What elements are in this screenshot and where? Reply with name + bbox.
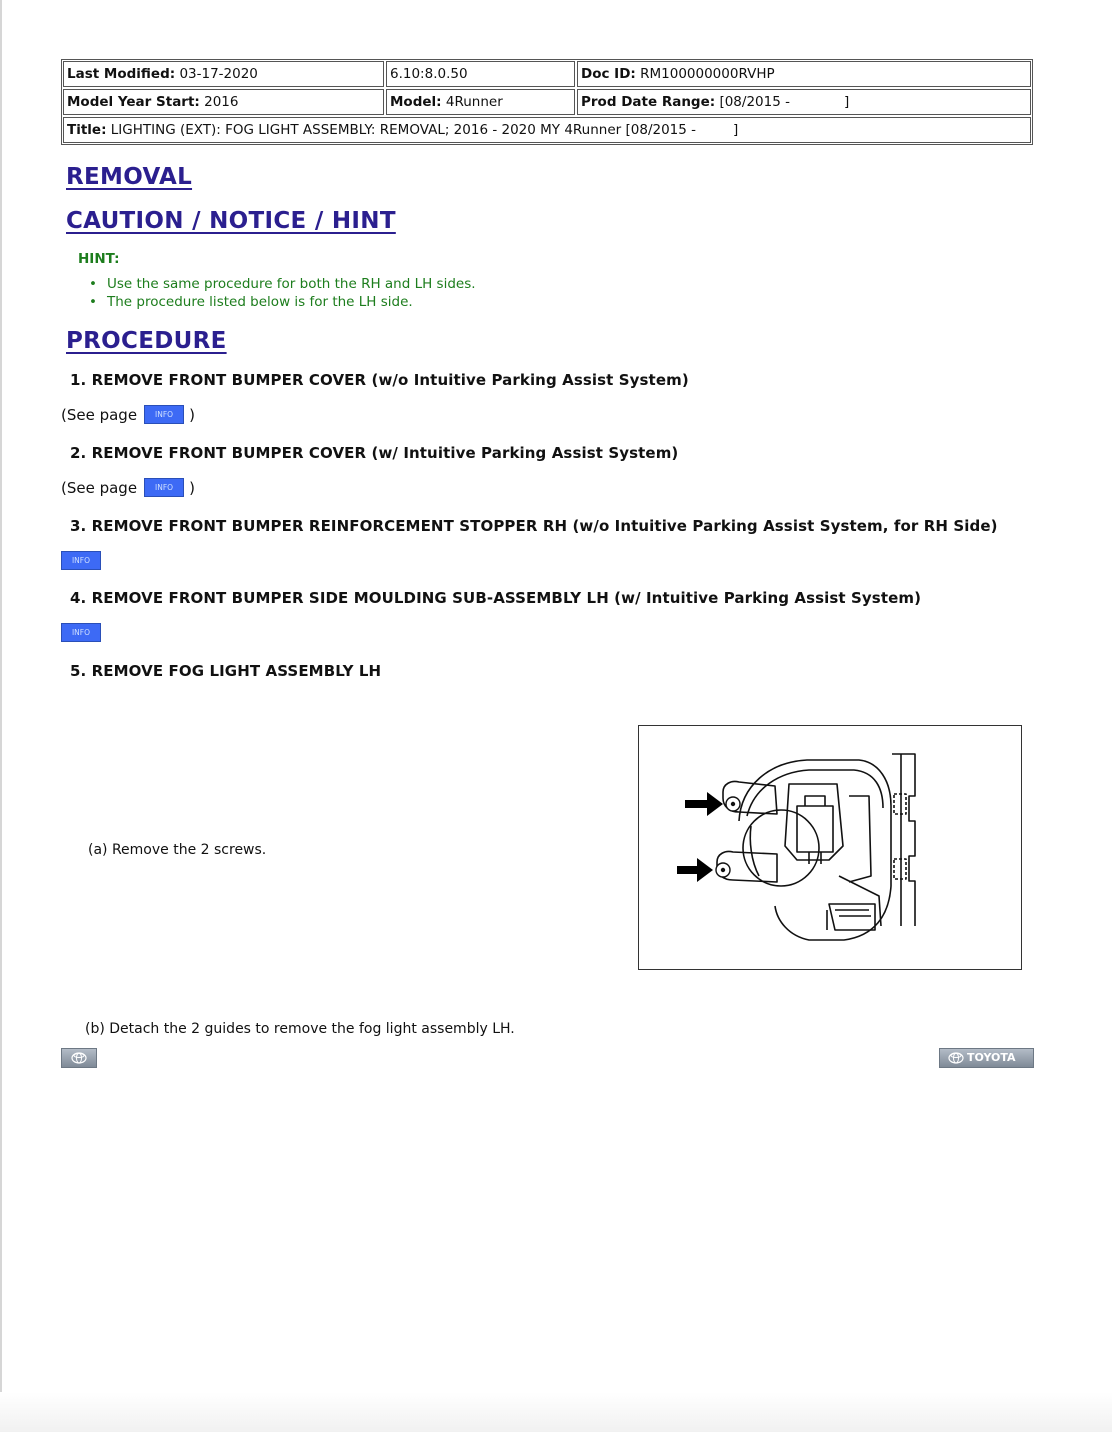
title-value: LIGHTING (EXT): FOG LIGHT ASSEMBLY: REMOVAL; 2016 - 2020 MY 4Runner [08/2015 -: [110, 122, 697, 138]
header-row-1: [63, 61, 1031, 87]
version-cell: [386, 61, 575, 87]
last-modified-cell: Last Modified: 03-17-2020: [63, 61, 384, 87]
substep-a: (a) Remove the 2 screws.: [88, 842, 267, 858]
info-button[interactable]: INFO: [61, 551, 101, 570]
prod-date-value: [08/2015 -: [719, 94, 790, 110]
caution-notice-hint-heading[interactable]: CAUTION / NOTICE / HINT: [66, 208, 396, 234]
removal-heading[interactable]: REMOVAL: [66, 164, 193, 190]
header-row-3: [63, 117, 1031, 143]
substep-b: (b) Detach the 2 guides to remove the fog light assembly LH.: [85, 1021, 515, 1037]
toyota-logo-button[interactable]: [61, 1048, 97, 1068]
arrow-icon: [677, 858, 713, 882]
model-year-value: 2016: [204, 94, 239, 110]
step-4-title: 4. REMOVE FRONT BUMPER SIDE MOULDING SUB-ASSEMBLY LH (w/ Intuitive Parking Assist System): [70, 589, 922, 607]
toyota-brand-button[interactable]: [939, 1048, 1034, 1068]
model-value: 4Runner: [445, 94, 503, 110]
info-button[interactable]: INFO: [144, 405, 184, 424]
hint-item: • Use the same procedure for both the RH and LH sides.: [88, 276, 476, 294]
doc-id-value: RM100000000RVHP: [640, 66, 775, 82]
arrow-icon: [685, 792, 723, 816]
step-1-title: 1. REMOVE FRONT BUMPER COVER (w/o Intuitive Parking Assist System): [70, 371, 689, 389]
info-button[interactable]: INFO: [144, 478, 184, 497]
model-year-cell: Model Year Start: 2016: [63, 89, 384, 115]
hint-title: HINT:: [78, 251, 120, 267]
toyota-emblem-icon: [948, 1052, 964, 1064]
procedure-heading[interactable]: PROCEDURE: [66, 328, 227, 354]
prod-date-cell: Prod Date Range: [08/2015 - ]: [577, 89, 1031, 115]
toyota-brand-label: TOYOTA: [967, 1051, 1016, 1064]
model-cell: Model: 4Runner: [386, 89, 575, 115]
page-bottom-shadow: [0, 1392, 1112, 1432]
page-edge: [0, 0, 2, 1432]
last-modified-value: 03-17-2020: [179, 66, 258, 82]
step-2-title: 2. REMOVE FRONT BUMPER COVER (w/ Intuitive Parking Assist System): [70, 444, 679, 462]
toyota-emblem-icon: [62, 1049, 96, 1067]
step-5-title: 5. REMOVE FOG LIGHT ASSEMBLY LH: [70, 662, 382, 680]
hint-item: • The procedure listed below is for the LH side.: [88, 294, 476, 312]
version-value: 6.10:8.0.50: [390, 66, 468, 82]
info-button[interactable]: INFO: [61, 623, 101, 642]
doc-id-cell: Doc ID: RM100000000RVHP: [577, 61, 1031, 87]
title-cell: Title: LIGHTING (EXT): FOG LIGHT ASSEMBLY: REMOVAL; 2016 - 2020 MY 4Runner [08/2015 - ]: [63, 117, 1031, 143]
see-page-ref-1: (See page INFO ): [61, 405, 195, 424]
hint-list: [88, 276, 476, 311]
fog-light-diagram: [639, 726, 1021, 969]
fog-light-illustration: [638, 725, 1022, 970]
header-row-2: [63, 89, 1031, 115]
step-3-title: 3. REMOVE FRONT BUMPER REINFORCEMENT STOPPER RH (w/o Intuitive Parking Assist System, for RH Side): [70, 517, 998, 535]
see-page-ref-2: (See page INFO ): [61, 478, 195, 497]
document-header-table: [61, 59, 1033, 145]
